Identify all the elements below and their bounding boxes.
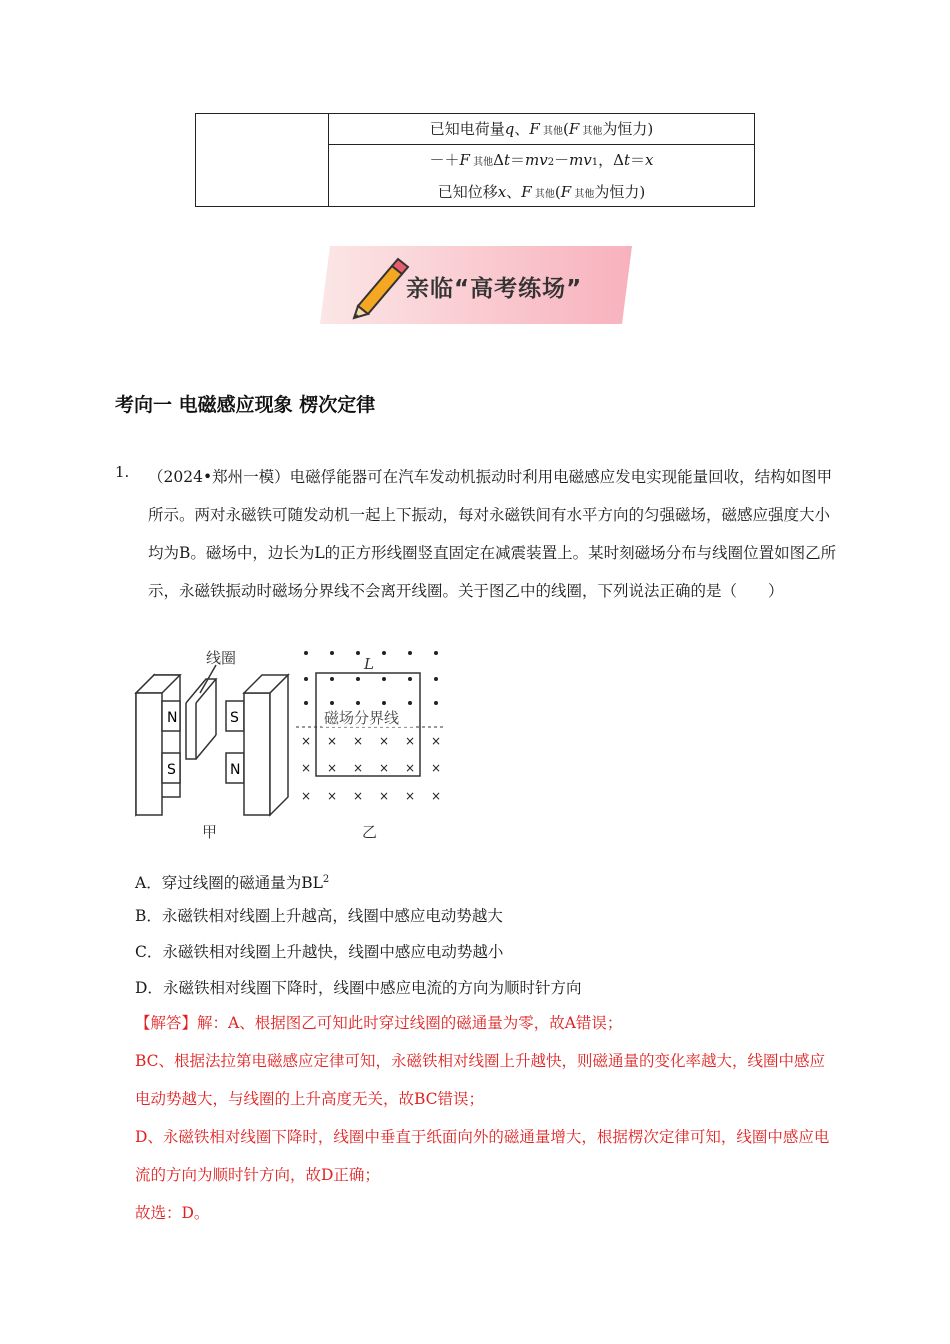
svg-text:×: × [379, 734, 390, 748]
option-d[interactable]: D．永磁铁相对线圈下降时，线圈中感应电流的方向为顺时针方向 [135, 979, 582, 997]
table-row-charge: 已知电荷量q、F 其他(F 其他为恒力) [329, 114, 754, 145]
svg-text:×: × [405, 789, 416, 803]
table-left-cell [196, 114, 329, 206]
solution-line-2: BC、根据法拉第电磁感应定律可知，永磁铁相对线圈上升越快，则磁通量的变化率越大，线圈中感应电动势越大，与线圈的上升高度无关，故BC错误； [135, 1052, 826, 1108]
solution-line-1: 【解答】解：A、根据图乙可知此时穿过线圈的磁通量为零，故A错误； [135, 1014, 623, 1032]
option-c[interactable]: C．永磁铁相对线圈上升越快，线圈中感应电动势越小 [135, 943, 504, 961]
solution-line-3: D、永磁铁相对线圈下降时，线圈中垂直于纸面向外的磁通量增大，根据楞次定律可知，线圈中感应电流的方向为顺时针方向，故D正确； [135, 1128, 830, 1184]
s-pole-label-bottom: S [167, 762, 176, 778]
table-row-displacement [329, 145, 754, 206]
table-condition: 已知位移x、F 其他(F 其他为恒力) [437, 183, 646, 201]
coil-label: 线圈 [206, 649, 237, 667]
svg-text:×: × [327, 789, 338, 803]
svg-text:×: × [405, 761, 416, 775]
table-formula: －＋F 其他Δt＝mv2－mv1，Δt＝x [429, 151, 654, 169]
svg-text:×: × [301, 761, 312, 775]
svg-text:×: × [327, 734, 338, 748]
svg-text:×: × [353, 761, 364, 775]
solution-block [135, 1004, 840, 1232]
svg-text:×: × [431, 761, 442, 775]
figure-b-label: 乙 [362, 823, 378, 841]
svg-text:×: × [301, 734, 312, 748]
svg-text:×: × [301, 789, 312, 803]
option-a[interactable]: A．穿过线圈的磁通量为$BL^2$ [135, 874, 330, 893]
option-b[interactable]: B．永磁铁相对线圈上升越高，线圈中感应电动势越大 [135, 907, 503, 925]
svg-text:×: × [405, 734, 416, 748]
svg-text:×: × [431, 789, 442, 803]
svg-text:×: × [353, 734, 364, 748]
n-pole-label-bottom: N [230, 762, 241, 778]
magnet-coil-figure [130, 645, 450, 845]
svg-text:×: × [379, 761, 390, 775]
section-title: 考向一 电磁感应现象 楞次定律 [115, 394, 376, 416]
side-length-label: L [364, 655, 374, 673]
solution-line-4: 故选：D。 [135, 1204, 210, 1222]
svg-text:×: × [327, 761, 338, 775]
svg-text:×: × [353, 789, 364, 803]
answer-options [135, 862, 581, 1006]
solution-tag: 【解答】 [135, 1014, 198, 1032]
figure-a-label: 甲 [202, 823, 218, 841]
question-stem: （2024•郑州一模）电磁俘能器可在汽车发动机振动时利用电磁感应发电实现能量回收，结构如图甲所示。两对永磁铁可随发动机一起上下振动，每对永磁铁间有水平方向的匀强磁场，磁感应强度大小均为B。磁场中，边长为L的正方形线圈竖直固定在减震装置上。某时刻磁场分布与线圈位置如图乙所示，永磁铁振动时磁场分界线不会离开线圈。关于图乙中的线圈，下列说法正确的是（ ） [148, 468, 837, 600]
banner-title: 亲临“高考练场” [406, 276, 583, 302]
boundary-label: 磁场分界线 [324, 709, 400, 727]
formula-table [195, 113, 755, 207]
s-pole-label-top: S [230, 710, 239, 726]
svg-text:×: × [379, 789, 390, 803]
svg-text:×: × [431, 734, 442, 748]
figure-a [136, 665, 288, 815]
question-number: 1. [115, 463, 130, 481]
n-pole-label-top: N [167, 710, 178, 726]
